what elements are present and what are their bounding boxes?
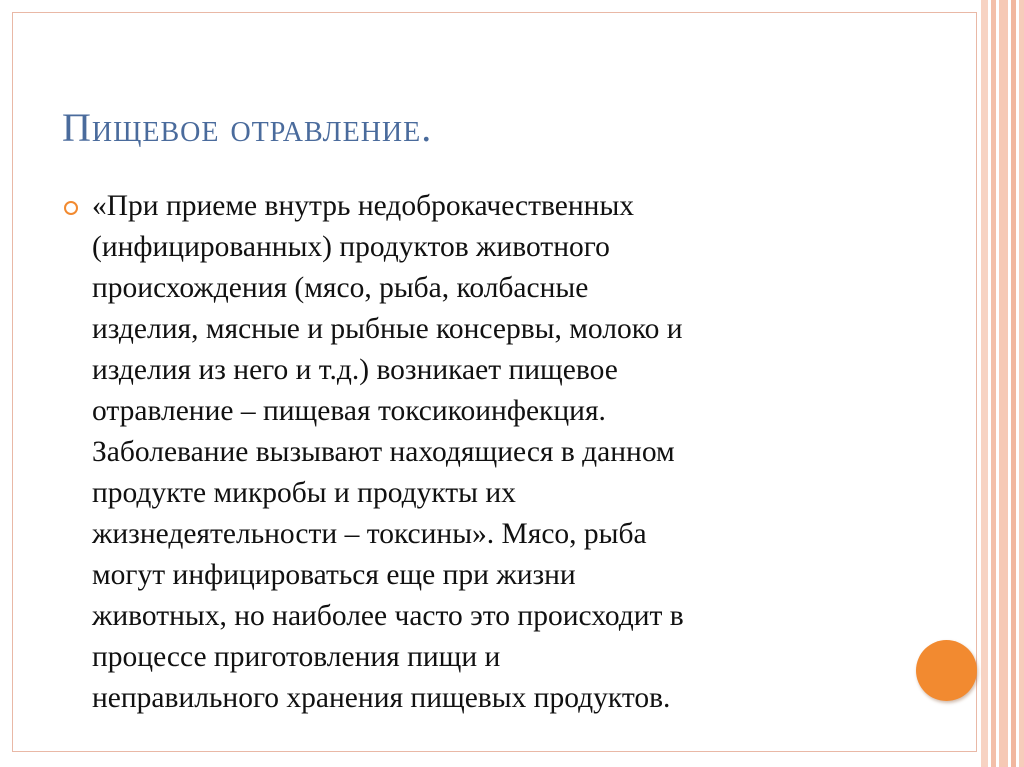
- body-line: изделия из него и т.д.) возникает пищевое: [92, 354, 618, 386]
- orange-circle-icon: [916, 640, 977, 701]
- slide-title: Пищевое отравление.: [62, 105, 433, 150]
- ring-bullet-icon: [64, 201, 78, 215]
- body-line: могут инфицироваться еще при жизни: [92, 559, 576, 591]
- decorative-stripe: [991, 0, 996, 767]
- decorative-stripe: [999, 0, 1008, 767]
- body-line: жизнедеятельности – токсины». Мясо, рыба: [92, 518, 647, 550]
- body-line: происхождения (мясо, рыба, колбасные: [92, 272, 589, 304]
- body-line: неправильного хранения пищевых продуктов.: [92, 682, 671, 714]
- body-line: изделия, мясные и рыбные консервы, молоко и: [92, 313, 683, 345]
- body-line: процессе приготовления пищи и: [92, 641, 501, 673]
- body-line: «При приеме внутрь недоброкачественных: [92, 190, 635, 222]
- decorative-stripe: [981, 0, 988, 767]
- slide-body-text: [92, 186, 882, 719]
- body-line: (инфицированных) продуктов животного: [92, 231, 610, 263]
- decorative-stripe: [1019, 0, 1024, 767]
- decorative-stripe: [1011, 0, 1016, 767]
- body-line: животных, но наиболее часто это происходит в: [92, 600, 684, 632]
- body-line: продукте микробы и продукты их: [92, 477, 516, 509]
- body-line: Заболевание вызывают находящиеся в данном: [92, 436, 675, 468]
- body-line: отравление – пищевая токсикоинфекция.: [92, 395, 606, 427]
